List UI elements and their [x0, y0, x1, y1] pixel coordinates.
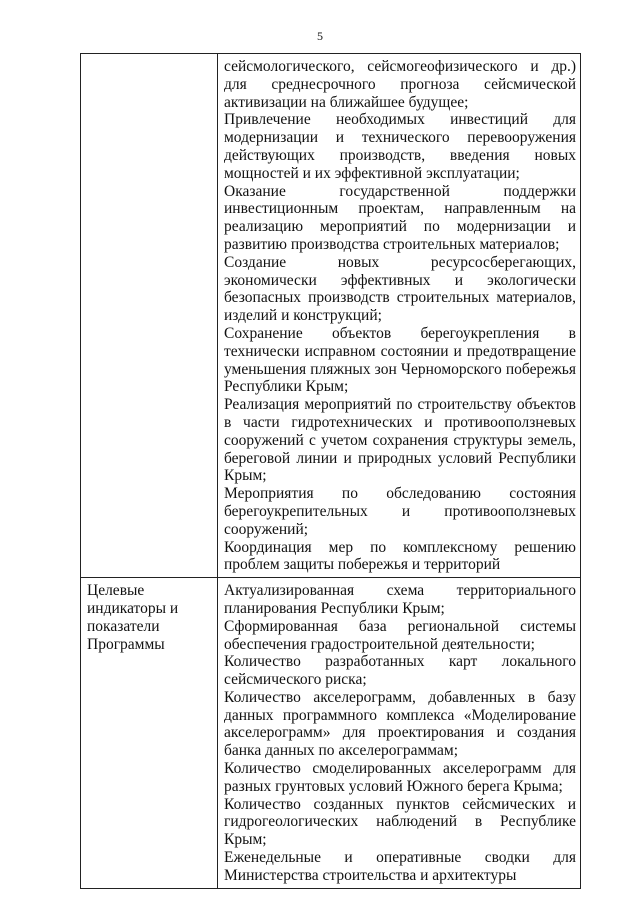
list-item: Координация мер по комплексному решению проблем защиты побережья и территорий — [224, 538, 576, 574]
list-item: Количество акселерограмм, добавленных в базу данных программного комплекса «Моделирование акселерограмм» для проектирования и создания банка данных по акселерограммам; — [224, 688, 576, 760]
list-item: Количество смоделированных акселерограмм для разных грунтовых условий Южного берега Крыма; — [224, 760, 576, 795]
list-item: Еженедельные и оперативные сводки для Министерства строительства и архитектуры — [224, 849, 576, 884]
row-label-cell — [81, 54, 218, 578]
program-passport-table — [80, 53, 581, 889]
row-label: Целевые индикаторы и показатели Программы — [87, 582, 179, 653]
list-item: Актуализированная схема территориального планирования Республики Крым; — [224, 582, 576, 617]
list-item: Мероприятия по обследованию состояния берегоукрепительных и противооползневых сооружений; — [224, 485, 576, 538]
list-item: Количество разработанных карт локального сейсмического риска; — [224, 653, 576, 689]
list-item: Привлечение необходимых инвестиций для модернизации и технического перевооружения действующих производств, введения новых мощностей и их эффективной эксплуатации; — [224, 111, 576, 182]
row-content-cell — [218, 54, 581, 578]
list-item: Количество созданных пунктов сейсмических и гидрогеологических наблюдений в Республике Крым; — [224, 795, 576, 849]
row-label-cell — [81, 578, 218, 889]
list-item: сейсмологического, сейсмогеофизического и др.) для среднесрочного прогноза сейсмической активизации на ближайшее будущее; — [224, 58, 576, 111]
list-item: Создание новых ресурсосберегающих, экономически эффективных и экологически безопасных производств строительных материалов, изделий и конструкций; — [224, 253, 576, 325]
list-item: Сохранение объектов берегоукрепления в технически исправном состоянии и предотвращение уменьшения пляжных зон Черноморского побережья Республики Крым; — [224, 324, 576, 396]
list-item: Сформированная база региональной системы обеспечения градостроительной деятельности; — [224, 617, 576, 653]
list-item: Оказание государственной поддержки инвестиционным проектам, направленным на реализацию мероприятий по модернизации и развитию производства строительных материалов; — [224, 182, 576, 253]
page-number: 5 — [317, 29, 323, 43]
list-item: Реализация мероприятий по строительству объектов в части гидротехнических и противооползневых сооружений с учетом сохранения структуры земель, береговой линии и природных условий Республики Крым; — [224, 396, 576, 485]
table-row-measures — [81, 54, 581, 578]
table-row-indicators — [81, 578, 581, 889]
row-content-cell — [218, 578, 581, 889]
